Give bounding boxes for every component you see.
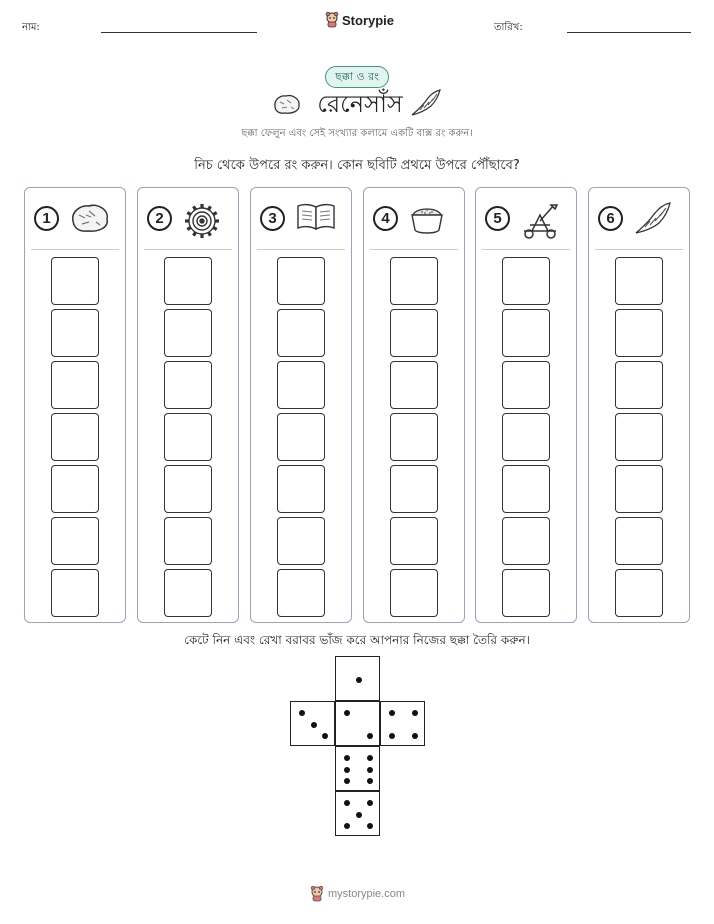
dice-pip <box>344 800 350 806</box>
color-box[interactable] <box>164 361 212 409</box>
color-box[interactable] <box>277 309 325 357</box>
color-box[interactable] <box>164 569 212 617</box>
color-box[interactable] <box>164 517 212 565</box>
color-box[interactable] <box>615 569 663 617</box>
date-field-line[interactable] <box>567 32 691 33</box>
dice-pip <box>412 733 418 739</box>
wing-icon <box>633 201 673 241</box>
subtitle: ছক্কা ফেলুন এবং সেই সংখ্যার কলামে একটি বাক্স রং করুন। <box>241 128 473 139</box>
color-box[interactable] <box>51 309 99 357</box>
color-box[interactable] <box>502 309 550 357</box>
dice-pip <box>322 733 328 739</box>
color-box[interactable] <box>51 517 99 565</box>
rock-icon <box>69 201 111 239</box>
column-6 <box>588 187 690 623</box>
dice-pip <box>367 733 373 739</box>
color-box[interactable] <box>502 465 550 513</box>
catapult-icon <box>520 201 562 245</box>
color-box[interactable] <box>390 569 438 617</box>
column-4 <box>363 187 465 623</box>
color-box[interactable] <box>277 361 325 409</box>
column-divider <box>482 249 570 250</box>
instruction: নিচ থেকে উপরে রং করুন। কোন ছবিটি প্রথমে উপরে পৌঁছাবে? <box>194 158 520 173</box>
wing-icon <box>410 88 442 118</box>
color-box[interactable] <box>615 257 663 305</box>
activity-tag: ছক্কা ও রং <box>325 66 389 88</box>
footer <box>310 886 405 902</box>
column-2 <box>137 187 239 623</box>
brand-name: Storypie <box>342 12 395 28</box>
dice-face-5 <box>335 791 380 836</box>
color-box[interactable] <box>164 413 212 461</box>
color-box[interactable] <box>390 517 438 565</box>
column-divider <box>257 249 345 250</box>
footer-url[interactable]: mystorypie.com <box>328 888 406 900</box>
column-1 <box>24 187 126 623</box>
color-box[interactable] <box>277 257 325 305</box>
color-box[interactable] <box>390 465 438 513</box>
dice-pip <box>344 823 350 829</box>
column-3 <box>250 187 352 623</box>
dice-pip <box>367 767 373 773</box>
color-box[interactable] <box>277 413 325 461</box>
storypie-mascot-icon <box>310 886 324 902</box>
dice-pip <box>389 733 395 739</box>
page-title: রেনেসাঁস <box>317 90 403 118</box>
color-box[interactable] <box>390 309 438 357</box>
dice-pip <box>344 767 350 773</box>
color-box[interactable] <box>502 413 550 461</box>
bowl-icon <box>408 201 446 241</box>
color-box[interactable] <box>615 413 663 461</box>
color-box[interactable] <box>502 569 550 617</box>
brand-logo <box>325 12 394 28</box>
rock-icon <box>272 92 302 116</box>
dice-pip <box>412 710 418 716</box>
color-box[interactable] <box>615 517 663 565</box>
color-box[interactable] <box>277 569 325 617</box>
color-box[interactable] <box>277 465 325 513</box>
color-box[interactable] <box>502 257 550 305</box>
color-box[interactable] <box>51 413 99 461</box>
color-box[interactable] <box>502 517 550 565</box>
dice-face-1 <box>335 656 380 701</box>
color-box[interactable] <box>390 413 438 461</box>
color-box[interactable] <box>164 465 212 513</box>
storypie-mascot-icon <box>325 12 339 28</box>
dice-pip <box>367 778 373 784</box>
dice-pip <box>344 755 350 761</box>
column-number: 3 <box>260 206 285 231</box>
column-divider <box>370 249 458 250</box>
color-box[interactable] <box>615 361 663 409</box>
column-divider <box>31 249 119 250</box>
color-box[interactable] <box>615 309 663 357</box>
color-box[interactable] <box>502 361 550 409</box>
column-number: 5 <box>485 206 510 231</box>
column-divider <box>595 249 683 250</box>
color-box[interactable] <box>51 361 99 409</box>
gear-icon <box>182 201 222 245</box>
dice-face-3 <box>290 701 335 746</box>
color-box[interactable] <box>164 309 212 357</box>
dice-pip <box>344 710 350 716</box>
dice-pip <box>356 677 362 683</box>
color-box[interactable] <box>51 257 99 305</box>
color-box[interactable] <box>164 257 212 305</box>
color-box[interactable] <box>390 257 438 305</box>
dice-pip <box>367 823 373 829</box>
dice-pip <box>389 710 395 716</box>
dice-face-4 <box>380 701 425 746</box>
book-icon <box>295 201 337 237</box>
date-label: তারিখ: <box>494 22 523 33</box>
dice-pip <box>344 778 350 784</box>
column-number: 1 <box>34 206 59 231</box>
dice-pip <box>367 755 373 761</box>
dice-pip <box>299 710 305 716</box>
dice-pip <box>367 800 373 806</box>
name-field-line[interactable] <box>101 32 257 33</box>
dice-face-6 <box>335 746 380 791</box>
color-box[interactable] <box>615 465 663 513</box>
column-number: 6 <box>598 206 623 231</box>
dice-face-2 <box>335 701 380 746</box>
column-divider <box>144 249 232 250</box>
color-box[interactable] <box>390 361 438 409</box>
column-number: 2 <box>147 206 172 231</box>
column-number: 4 <box>373 206 398 231</box>
column-5 <box>475 187 577 623</box>
dice-pip <box>311 722 317 728</box>
color-box[interactable] <box>51 569 99 617</box>
name-label: নাম: <box>22 22 40 33</box>
color-box[interactable] <box>277 517 325 565</box>
dice-pip <box>356 812 362 818</box>
color-box[interactable] <box>51 465 99 513</box>
cut-instruction: কেটে নিন এবং রেখা বরাবর ভাঁজ করে আপনার নিজের ছক্কা তৈরি করুন। <box>184 633 530 647</box>
